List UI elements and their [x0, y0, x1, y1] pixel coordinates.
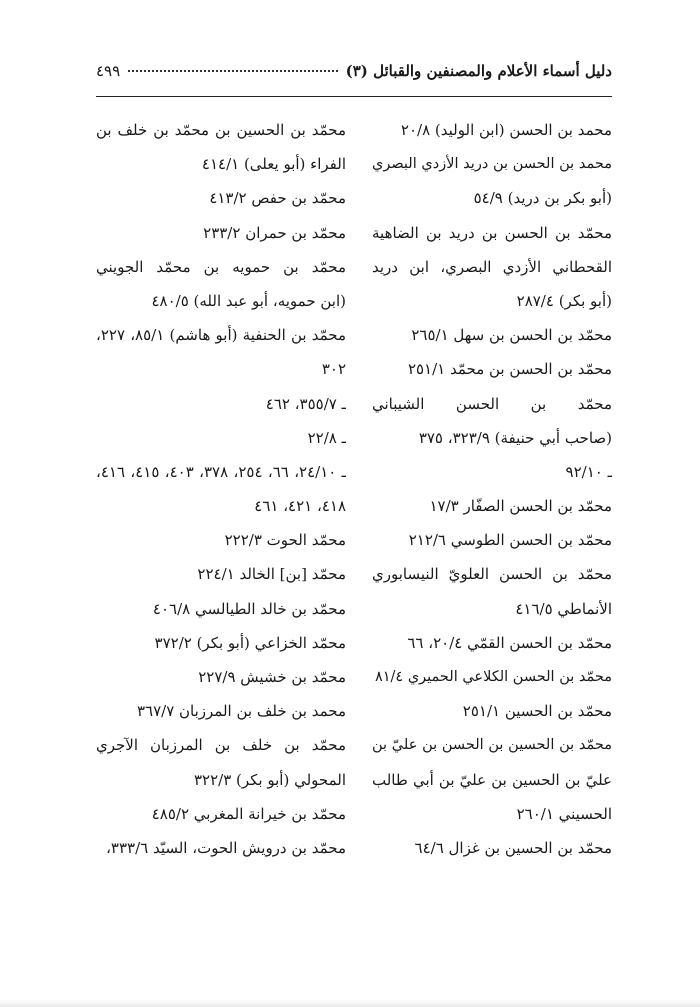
- index-entry: المحولي (أبو بكر) ٣٢٢/٣: [193, 770, 346, 789]
- index-entry: الأنماطي ٤١٦/٥: [515, 599, 612, 618]
- index-entry: (أبو بكر) ٢٨٧/٤: [516, 291, 612, 310]
- index-entry: محمّد بن الحسن بن سهل ٢٦٥/١: [411, 326, 612, 345]
- index-entry: محمّد [بن] الخالد ٢٢٤/١: [197, 565, 346, 584]
- page-number: ٤٩٩: [96, 62, 121, 80]
- index-entry: محمد بن الحسن بن دريد الأزدي البصري: [372, 156, 612, 173]
- index-entry: محمّد بن حمران ٢٣٣/٢: [203, 223, 346, 242]
- index-entry: محمد بن خلف بن المرزبان ٣٦٧/٧: [136, 702, 346, 721]
- header-rule: [96, 96, 612, 97]
- index-entry: محمّد بن الحسن الصفّار ١٧/٣: [429, 497, 612, 516]
- index-entry: (صاحب أبي حنيفة) ٣٢٣/٩، ٣٧٥: [418, 428, 612, 447]
- index-column-left: [96, 113, 346, 865]
- index-entry: محمّد بن درويش الحوت، السيّد ٣٣٣/٦،: [106, 838, 346, 857]
- index-entry: محمّد بن الحنفية (أبو هاشم) ٨٥/١، ٢٢٧،: [96, 326, 346, 345]
- index-entry: محمّد بن الحسن بن محمّد ٢٥١/١: [407, 360, 612, 379]
- index-entry: ـ ٣٥٥/٧، ٤٦٢: [265, 394, 346, 413]
- index-entry: الحسيني ٢٦٠/١: [516, 804, 612, 823]
- index-column-right: [372, 113, 612, 865]
- index-entry: محمّد بن الحسين بن الحسن بن عليّ بن: [372, 737, 612, 754]
- index-entry: محمّد بن حفص ٤١٣/٢: [209, 189, 346, 208]
- index-entry: محمّد بن خشيش ٢٢٧/٩: [198, 668, 346, 686]
- index-entry: محمّد بن حمويه بن محمّد الجويني: [96, 257, 346, 276]
- index-entry: محمّد بن الحسن القمّي ٢٠/٤، ٦٦: [407, 633, 612, 652]
- index-entry: (ابن حمويه، أبو عبد الله) ٤٨٠/٥: [151, 291, 346, 310]
- index-entry: محمّد بن الحسين ٢٥١/١: [462, 702, 612, 721]
- index-entry: ٣٠٢: [321, 360, 346, 379]
- index-entry: محمّد بن الحسن الطوسي ٢١٢/٦: [408, 531, 612, 550]
- header-dot-leader: [128, 70, 337, 72]
- index-entry: محمّد بن الحسين بن محمّد بن خلف بن: [96, 121, 346, 139]
- index-entry: محمّد الخزاعي (أبو بكر) ٣٧٢/٢: [154, 633, 346, 652]
- index-entry: محمّد بن خيرانة المغربي ٤٨٥/٢: [151, 804, 346, 823]
- index-entry: محمّد بن الحسن بن دريد بن الضاهية: [372, 223, 612, 242]
- index-entry: محمّد بن خالد الطيالسي ٤٠٦/٨: [152, 599, 346, 618]
- page-bottom-shadow: [0, 999, 700, 1007]
- index-entry: محمد بن الحسن (ابن الوليد) ٢٠/٨: [400, 121, 612, 139]
- index-entry: القحطاني الأزدي البصري، ابن دريد: [372, 257, 612, 276]
- index-entry: ٤١٨، ٤٢١، ٤٦١: [254, 497, 346, 516]
- index-entry: محمّد بن خلف بن المرزبان الآجري: [96, 736, 346, 755]
- index-entry: ـ ٩٢/١٠: [565, 462, 612, 481]
- index-entry: ـ ٢٢/٨: [307, 428, 346, 447]
- index-entry: (أبو بكر بن دريد) ٥٤/٩: [473, 189, 612, 208]
- index-entry: محمّد بن الحسن الشيباني: [372, 394, 612, 413]
- index-entry: الفراء (أبو يعلى) ٤١٤/١: [201, 155, 346, 174]
- index-entry: محمّد بن الحسن العلويّ النيسابوري: [372, 565, 612, 584]
- running-header-title: دليل أسماء الأعلام والمصنفين والقبائل (٣): [345, 62, 612, 80]
- index-entry: محمّد بن الحسين بن غزال ٦٤/٦: [414, 838, 612, 857]
- index-entry: ـ ٢٤/١٠، ٦٦، ٢٥٤، ٣٧٨، ٤٠٣، ٤١٥، ٤١٦،: [96, 462, 346, 481]
- running-header: [96, 62, 612, 88]
- index-entry: عليّ بن الحسين بن عليّ بن أبي طالب: [372, 770, 612, 789]
- index-entry: محمّد الحوت ٢٢٢/٣: [224, 531, 346, 550]
- index-entry: محمّد بن الحسن الكلاعي الحميري ٨١/٤: [374, 669, 612, 685]
